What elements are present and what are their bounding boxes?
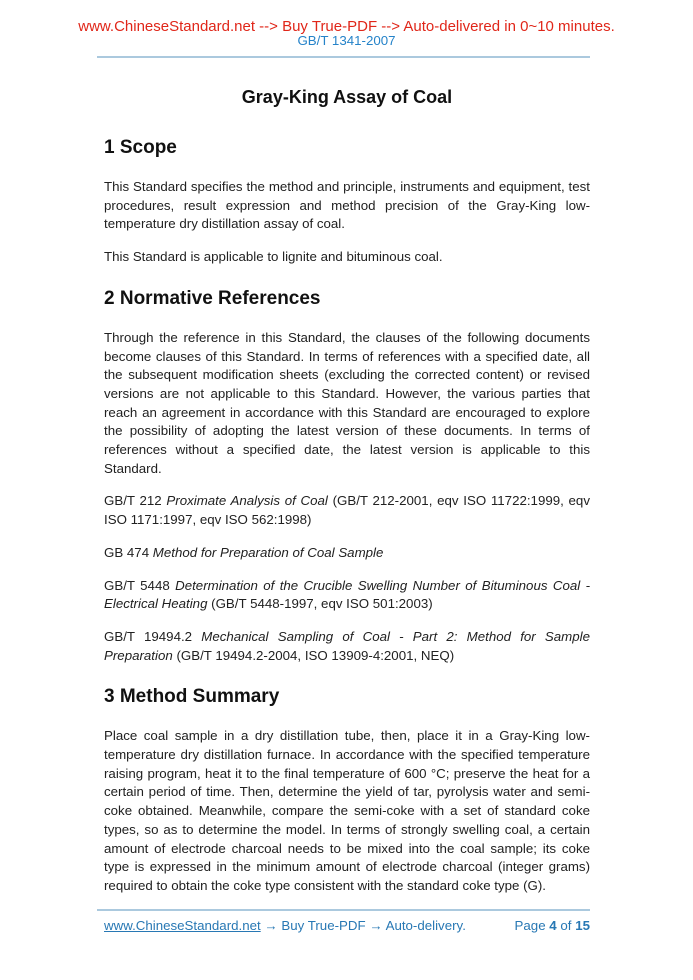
reference-title: Proximate Analysis of Coal xyxy=(166,493,328,509)
document-title: Gray-King Assay of Coal xyxy=(241,87,453,107)
reference-suffix: (GB/T 5448-1997, eqv ISO 501:2003) xyxy=(207,596,433,612)
scope-paragraph-2: This Standard is applicable to lignite and bituminous coal. xyxy=(104,249,443,265)
reference-code: GB 474 xyxy=(104,544,153,560)
scope-paragraph-1: This Standard specifies the method and principle, instruments and equipment, test procedures, result expression and method precision of the Gray-King low-temperature dry distillation assay of coal. xyxy=(104,179,590,232)
footer-promo xyxy=(104,917,466,934)
header-promo-link[interactable]: www.ChineseStandard.net --> Buy True-PDF --> Auto-delivered in 0~10 minutes. xyxy=(78,18,615,35)
section-heading-normative-references: 2 Normative References xyxy=(104,287,321,309)
reference-code: GB/T 5448 xyxy=(104,577,176,593)
footer-rule xyxy=(97,909,590,911)
reference-title: Determination of the Crucible Swelling Number of Bituminous Coal - Electrical Heating xyxy=(104,577,590,612)
reference-code: GB/T 212 xyxy=(104,493,167,509)
footer-tagline: → Buy True-PDF → Auto-delivery. xyxy=(260,918,466,933)
section-heading-method-summary: 3 Method Summary xyxy=(104,686,280,708)
header-rule xyxy=(97,56,590,58)
of-label: of xyxy=(560,918,572,933)
reference-item-gbt-19494 xyxy=(104,628,590,665)
reference-item-gbt-212 xyxy=(104,492,590,529)
page-indicator xyxy=(515,917,590,934)
reference-title: Method for Preparation of Coal Sample xyxy=(152,544,384,560)
reference-item-gbt-5448 xyxy=(104,577,590,614)
footer-site-link[interactable]: www.ChineseStandard.net xyxy=(104,918,261,933)
reference-item-gb-474 xyxy=(104,544,590,563)
section-heading-scope: 1 Scope xyxy=(104,137,177,158)
reference-title: Mechanical Sampling of Coal - Part 2: Method for Sample Preparation xyxy=(104,628,590,663)
page-number: 4 xyxy=(549,918,557,933)
footer xyxy=(104,917,590,934)
total-pages: 15 xyxy=(575,918,590,933)
reference-suffix: (GB/T 212-2001, eqv ISO 11722:1999, eqv ISO 1171:1997, eqv ISO 562:1998) xyxy=(104,493,590,528)
document-body xyxy=(104,76,590,910)
method-summary-paragraph: Place coal sample in a dry distillation tube, then, place it in a Gray-King low-temperature dry distillation furnace. In accordance with the specified temperature raising program, heat it to the final temperature of 600 °C; preserve the heat for a certain period of time. Then, determine the yield of tar, pyrolysis water and semi-coke obtained. Meanwhile, compare the semi-coke with a set of standard coke types, so as to determine the model. In terms of strongly swelling coal, a certain amount of electrode charcoal needs to be mixed into the coal sample; its coke type is expressed in the minimum amount of electrode charcoal (integer grams) required to obtain the coke type consistent with the standard coke type (G). xyxy=(104,728,590,893)
page-label: Page xyxy=(514,918,546,933)
reference-code: GB/T 19494.2 xyxy=(104,628,202,644)
normative-references-paragraph: Through the reference in this Standard, the clauses of the following documents become clauses of this Standard. In terms of references with a specified date, all the subsequent modification sheets (excluding the corrected content) or revised versions are not applicable to this Standard. However, the various parties that reach an agreement in accordance with this Standard are encouraged to explore the possibility of adopting the latest version of these documents. In terms of references without a specified date, the latest version is applicable to this Standard. xyxy=(104,329,590,476)
standard-code: GB/T 1341-2007 xyxy=(297,33,396,48)
reference-suffix: (GB/T 19494.2-2004, ISO 13909-4:2001, NEQ) xyxy=(172,647,455,663)
